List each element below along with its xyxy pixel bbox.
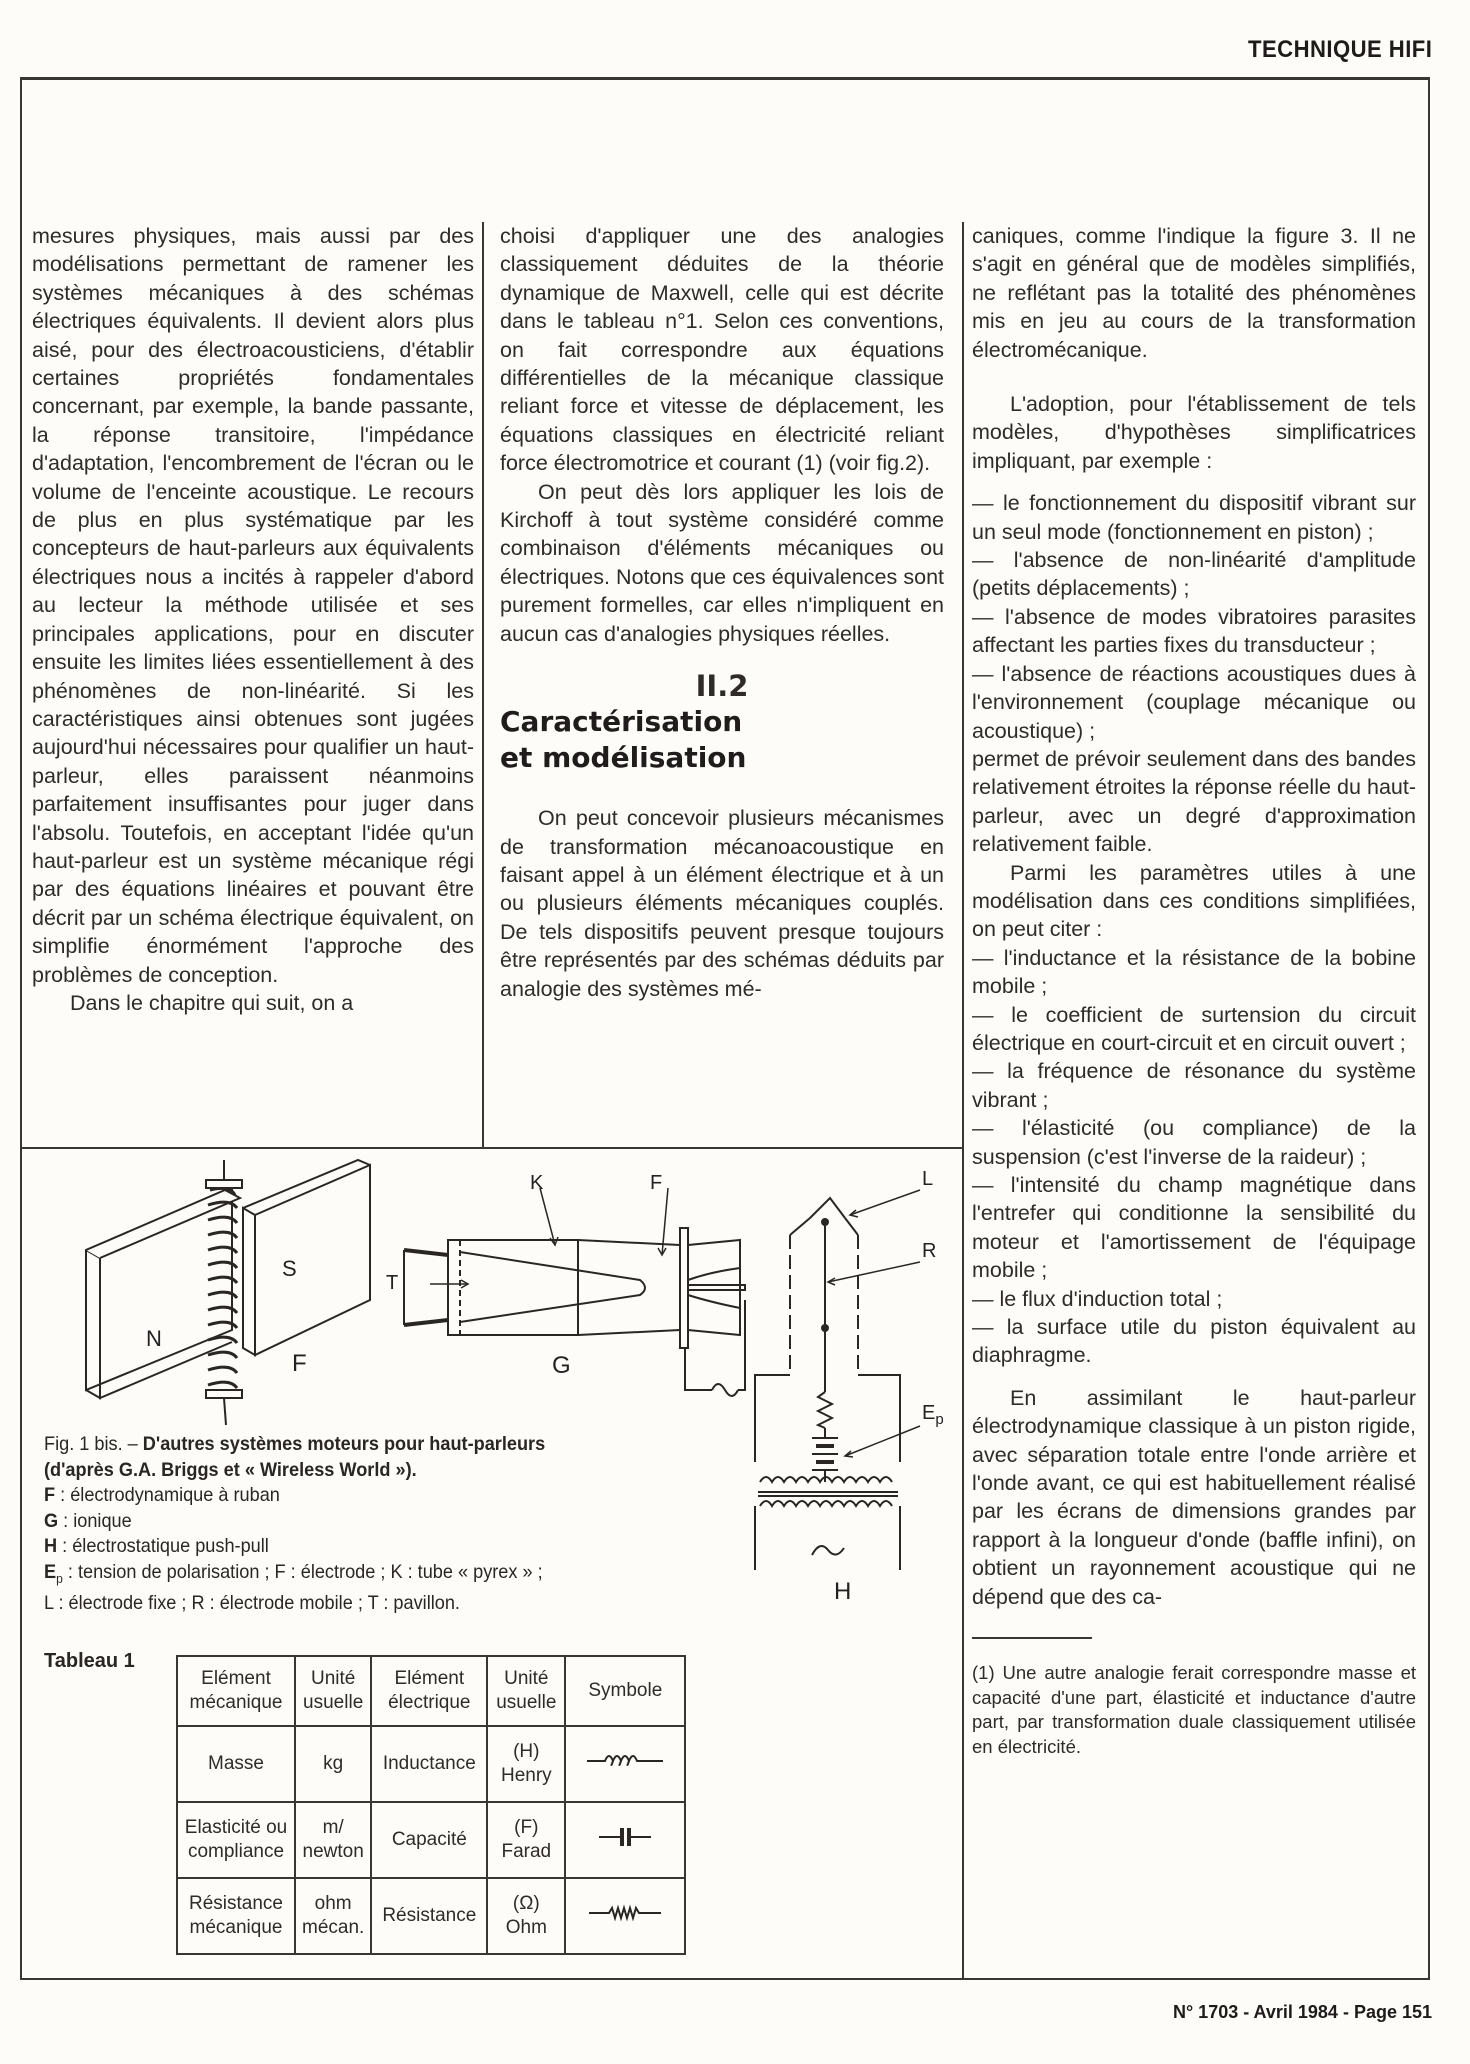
list-item: — l'absence de modes vibratoires parasites affectant les parties fixes du transducteur ;	[972, 604, 1416, 658]
figure-label-ep-main: E	[922, 1402, 936, 1424]
cell-line: Ohm	[505, 1917, 547, 1938]
footnote-rule	[972, 1637, 1092, 1639]
table-cell	[487, 1878, 565, 1954]
legend-text: : électrostatique push-pull	[57, 1535, 269, 1557]
table-cell	[487, 1802, 565, 1878]
text-column-3	[972, 222, 1416, 1759]
table-cell	[487, 1726, 565, 1802]
figure-label-h: H	[834, 1578, 852, 1605]
table-cell	[565, 1726, 685, 1802]
figure-label-s: S	[282, 1256, 297, 1281]
table-cell	[371, 1726, 487, 1802]
caption-legend-item	[44, 1483, 676, 1509]
table-cell	[177, 1802, 295, 1878]
cell-line: Inductance	[382, 1753, 476, 1774]
paragraph: mesures physiques, mais aussi par des modélisations permettant de ramener les systèmes mécaniques à des schémas électriques équivalents. Il devient alors plus aisé, pour des électroacousticiens, d'établir certaines propriétés fondamentales concernant, par exemple, la bande passante, la réponse transitoire, l'impédance d'adaptation, l'encombrement de l'écran ou le volume de l'enceinte acoustique. Le recours de plus en plus systématique par les concepteurs de haut-parleurs aux équivalents électriques nous a incités à rappeler d'abord au lecteur la méthode utilisée et ses principales applications, pour en discuter ensuite les limites liées essentiellement à des phénomènes de non-linéarité. Si les caractéristiques ainsi obtenues sont jugées aujourd'hui nécessaires pour qualifier un haut-parleur, elles paraissent néanmoins parfaitement insuffisantes pour juger dans l'absolu. Toutefois, en acceptant l'idée qu'un haut-parleur est un système mécanique régi par des équations linéaires et pouvant être décrit par un schéma électrique équivalent, on simplifie énormément l'approche des problèmes de conception.	[32, 224, 474, 987]
cell-line: ohm	[314, 1893, 352, 1914]
page-footer: N° 1703 - Avril 1984 - Page 151	[1172, 2002, 1432, 2022]
table-cell	[371, 1878, 487, 1954]
table-cell	[565, 1802, 685, 1878]
figure-label-g: G	[552, 1352, 571, 1379]
cell-line: usuelle	[496, 1692, 557, 1713]
figure-caption	[44, 1432, 676, 1616]
caption-legend-item	[44, 1560, 676, 1591]
list-item: — le fonctionnement du dispositif vibrant sur un seul mode (fonctionnement en piston) ;	[972, 491, 1416, 544]
legend-key: H	[44, 1535, 58, 1557]
cell-line: Résistance	[382, 1905, 477, 1926]
table-cell	[177, 1878, 295, 1954]
caption-legend-item: L : électrode fixe ; R : électrode mobile ; T : pavillon.	[44, 1591, 460, 1614]
paragraph: L'adoption, pour l'établissement de tels modèles, d'hypothèses simplificatrices impliquant, par exemple :	[972, 392, 1416, 473]
cell-line: (F)	[514, 1817, 539, 1838]
list-item: — le flux d'induction total ;	[972, 1286, 1223, 1311]
table-cell	[565, 1878, 685, 1954]
table-row	[177, 1802, 685, 1878]
cell-line: Elément	[394, 1668, 465, 1689]
paragraph: permet de prévoir seulement dans des bandes relativement étroites la réponse réelle du haut-parleur, avec un degré d'approximation relativement faible.	[972, 746, 1416, 857]
table-header-cell	[295, 1656, 371, 1726]
table-label: Tableau 1	[44, 1650, 135, 1672]
figure-label-k: K	[530, 1172, 544, 1194]
caption-prefix: Fig. 1 bis. –	[44, 1433, 143, 1455]
table-cell	[177, 1726, 295, 1802]
column-divider-1	[482, 222, 484, 1148]
table-header-cell	[177, 1656, 295, 1726]
table-cell	[295, 1878, 371, 1954]
paragraph: choisi d'appliquer une des analogies classiquement déduites de la théorie dynamique de Maxwell, celle qui est décrite dans le tableau n°1. Selon ces conventions, on fait correspondre aux équations différentielles de la mécanique classique reliant force et vitesse de déplacement, les équations classiques en électricité reliant force électromotrice et courant (1) (voir fig.2).	[500, 224, 944, 476]
legend-text: : ionique	[58, 1509, 132, 1532]
legend-key: G	[44, 1509, 59, 1532]
cell-line: Masse	[208, 1753, 264, 1774]
list-item: — l'absence de réactions acoustiques dues à l'environnement (couplage mécanique ou acoustique) ;	[972, 661, 1416, 743]
section-header: TECHNIQUE HIFI	[1247, 36, 1432, 63]
figure-label-ep-sub: p	[935, 1411, 944, 1428]
hypotheses-list	[972, 489, 1416, 745]
list-item: — l'inductance et la résistance de la bobine mobile ;	[972, 945, 1416, 999]
table-cell	[371, 1802, 487, 1878]
section-title-line: et modélisation	[500, 741, 747, 775]
paragraph: On peut dès lors appliquer les lois de Kirchoff à tout système considéré comme combinaison d'éléments mécaniques ou électriques. Notons que ces équivalences sont purement formelles, car elles n'impliquent en aucun cas d'analogies physiques réelles.	[500, 479, 944, 646]
list-item: — la fréquence de résonance du système vibrant ;	[972, 1059, 1416, 1112]
table-cell	[295, 1726, 371, 1802]
text-column-2	[500, 222, 944, 1003]
table-row	[177, 1726, 685, 1802]
cell-line: mécanique	[189, 1917, 283, 1938]
cell-line: Elasticité ou	[184, 1817, 288, 1838]
figure-label-t: T	[386, 1272, 399, 1294]
figure-label-n: N	[146, 1326, 162, 1351]
figure-h-electrostatic-diagram	[780, 1170, 980, 1570]
inductor-icon	[585, 1751, 665, 1771]
cell-line: mécan.	[302, 1917, 365, 1938]
figure-top-rule	[20, 1147, 964, 1149]
paragraph: On peut concevoir plusieurs mécanismes de transformation mécanoacoustique en faisant appel à un élément électrique et à un ou plusieurs éléments mécaniques couplés. De tels dispositifs peuvent presque toujours être représentés par des schémas déduits par analogie des systèmes mé-	[500, 806, 944, 1001]
table-row	[177, 1878, 685, 1954]
paragraph: Dans le chapitre qui suit, on a	[70, 990, 354, 1015]
text-column-1	[32, 222, 474, 1017]
list-item: — le coefficient de surtension du circuit électrique en court-circuit et en circuit ouvert ;	[972, 1002, 1416, 1055]
cell-line: m/	[322, 1817, 344, 1838]
cell-line: (Ω)	[512, 1893, 540, 1914]
cell-line: Unité	[504, 1668, 549, 1689]
section-number: II.2	[695, 669, 749, 704]
cell-line: compliance	[187, 1841, 285, 1862]
cell-line: Résistance	[189, 1893, 283, 1914]
section-title	[500, 704, 944, 776]
cell-line: Henry	[500, 1765, 552, 1786]
cell-line: Elément	[201, 1668, 271, 1689]
cell-line: usuelle	[303, 1692, 364, 1713]
paragraph: Parmi les paramètres utiles à une modélisation dans ces conditions simplifiées, on peut citer :	[972, 860, 1416, 942]
table-header-cell	[565, 1656, 685, 1726]
caption-legend-item	[44, 1509, 676, 1535]
footnote: (1) Une autre analogie ferait correspondre masse et capacité d'une part, élasticité et inductance d'autre part, par transformation duale classiquement utilisée en électricité.	[972, 1662, 1416, 1757]
legend-key: E	[44, 1560, 57, 1583]
legend-text: : électrodynamique à ruban	[55, 1484, 280, 1506]
list-item: — l'intensité du champ magnétique dans l'entrefer qui conditionne la sensibilité du moteur et l'amortissement de l'équipage mobile ;	[972, 1173, 1416, 1283]
cell-line: newton	[302, 1841, 364, 1862]
caption-title: D'autres systèmes moteurs pour haut-parleurs	[142, 1433, 546, 1455]
cell-line: Unité	[310, 1668, 356, 1689]
figure-label-f-electrode: F	[650, 1172, 663, 1194]
table-cell	[295, 1802, 371, 1878]
cell-line: Farad	[501, 1841, 552, 1862]
analogy-table	[176, 1655, 686, 1955]
caption-source: (d'après G.A. Briggs et « Wireless World »).	[44, 1458, 417, 1481]
cell-line: (H)	[513, 1741, 540, 1762]
figure-label-f: F	[292, 1350, 307, 1377]
legend-key: F	[44, 1484, 56, 1506]
paragraph: caniques, comme l'indique la figure 3. Il ne s'agit en général que de modèles simplifiés, ne reflétant pas la totalité des phénomènes mis en jeu au cours de la transformation électromécanique.	[972, 224, 1416, 362]
cell-line: kg	[323, 1753, 344, 1774]
legend-key-sub: p	[56, 1570, 63, 1586]
list-item: — l'absence de non-linéarité d'amplitude (petits déplacements) ;	[972, 548, 1416, 601]
list-item: — la surface utile du piston équivalent au diaphragme.	[972, 1315, 1416, 1368]
figure-label-r: R	[922, 1240, 937, 1262]
cell-line: Capacité	[391, 1829, 467, 1850]
figure-label-ep	[922, 1402, 944, 1428]
cell-line: mécanique	[189, 1692, 283, 1713]
paragraph: En assimilant le haut-parleur électrodynamique classique à un piston rigide, avec séparation totale entre l'onde arrière et l'onde avant, ce qui est habituellement réalisé par les écrans de dimensions grandes par rapport à la longueur d'onde (baffle infini), on obtient un rayonnement acoustique qui ne dépend que des ca-	[972, 1385, 1416, 1609]
cell-line: électrique	[388, 1692, 471, 1713]
resistor-icon	[587, 1905, 663, 1921]
caption-legend-item	[44, 1534, 676, 1560]
cell-line: Symbole	[588, 1680, 663, 1701]
column-divider-2	[962, 222, 964, 1980]
table-header-cell	[371, 1656, 487, 1726]
figure-g-arrows	[400, 1160, 730, 1300]
table-header-row	[177, 1656, 685, 1726]
table-header-cell	[487, 1656, 565, 1726]
list-item: — l'élasticité (ou compliance) de la suspension (c'est l'inverse de la raideur) ;	[972, 1116, 1416, 1169]
figure-f-ribbon-diagram	[80, 1160, 340, 1420]
figure-label-l: L	[922, 1168, 934, 1190]
capacitor-icon	[595, 1825, 655, 1849]
section-title-line: Caractérisation	[500, 705, 743, 739]
parameters-list	[972, 944, 1416, 1370]
legend-text: : tension de polarisation ; F : électrode ; K : tube « pyrex » ;	[62, 1560, 543, 1583]
